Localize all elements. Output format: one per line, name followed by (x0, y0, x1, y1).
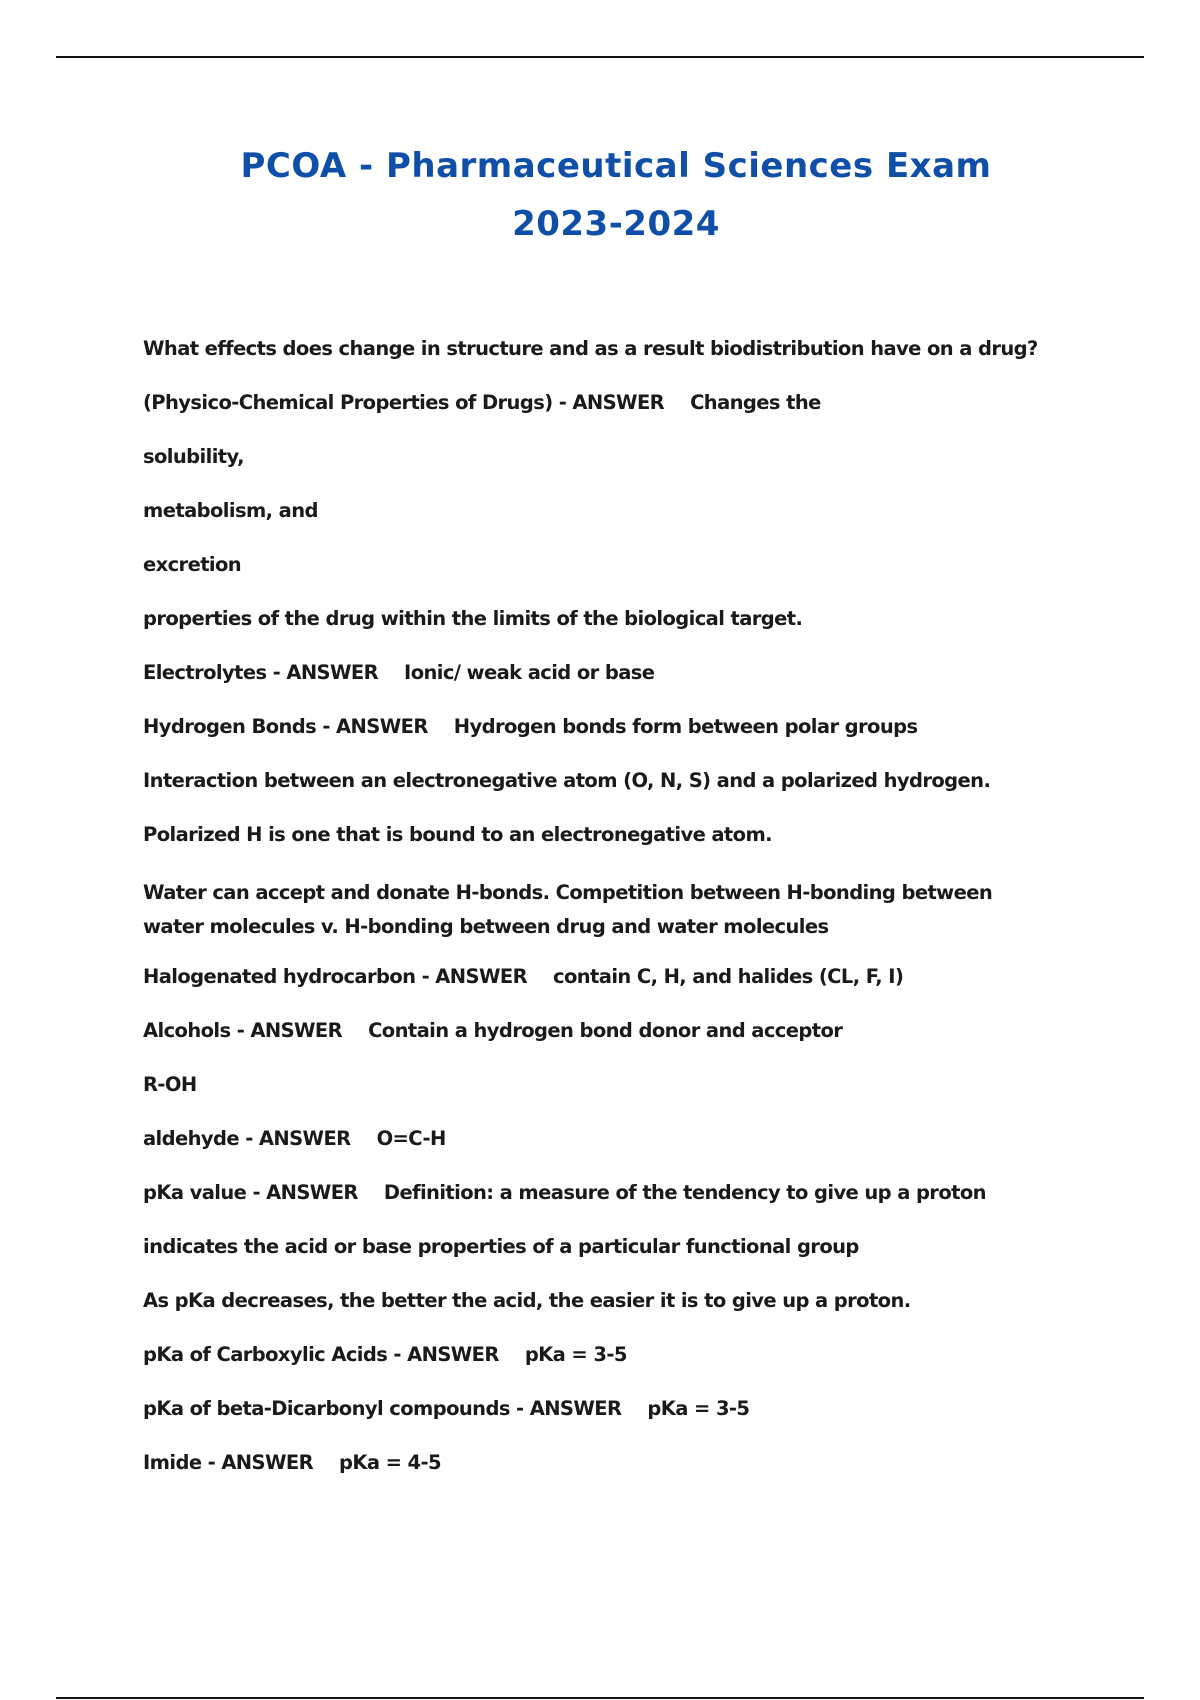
term-text: Electrolytes - ANSWER (143, 661, 379, 684)
term-text: pKa of beta-Dicarbonyl compounds - ANSWER (143, 1397, 622, 1420)
text-line (143, 1072, 1043, 1126)
answer-text: Definition: a measure of the tendency to give up a proton (383, 1181, 986, 1204)
line-text: Interaction between an electronegative atom (O, N, S) and a polarized hydrogen. (143, 769, 991, 792)
answer-text: Changes the (690, 391, 821, 414)
document-body (143, 336, 1043, 1504)
line-text: indicates the acid or base properties of a particular functional group (143, 1235, 859, 1258)
line-text: excretion (143, 553, 242, 576)
line-text: Polarized H is one that is bound to an electronegative atom. (143, 823, 772, 846)
text-line (143, 822, 1043, 876)
term-text: Alcohols - ANSWER (143, 1019, 343, 1042)
text-line (143, 336, 1043, 390)
answer-text: pKa = 3-5 (524, 1343, 627, 1366)
qa-line (143, 1396, 1043, 1450)
qa-line (143, 964, 1043, 1018)
answer-text: contain C, H, and halides (CL, F, I) (553, 965, 904, 988)
line-text: Water can accept and donate H-bonds. Competition between H-bonding between water molecules v. H-bonding between drug and water molecules (143, 881, 993, 938)
answer-text: Contain a hydrogen bond donor and acceptor (368, 1019, 843, 1042)
text-line (143, 1288, 1043, 1342)
answer-text: pKa = 4-5 (339, 1451, 441, 1474)
bottom-rule (56, 1697, 1144, 1699)
document-title-line-2: 2023-2024 (512, 204, 720, 244)
qa-line (143, 714, 1043, 768)
qa-line (143, 660, 1043, 714)
term-text: aldehyde - ANSWER (143, 1127, 351, 1150)
term-text: pKa value - ANSWER (143, 1181, 358, 1204)
text-line (143, 768, 1043, 822)
answer-text: Ionic/ weak acid or base (404, 661, 655, 684)
answer-text: pKa = 3-5 (647, 1397, 750, 1420)
qa-line (143, 1018, 1043, 1072)
qa-line (143, 1180, 1043, 1234)
qa-line (143, 1126, 1043, 1180)
qa-line (143, 1450, 1043, 1504)
text-line (143, 1234, 1043, 1288)
text-line (143, 444, 1043, 498)
term-text: pKa of Carboxylic Acids - ANSWER (143, 1343, 499, 1366)
line-text: solubility, (143, 445, 244, 468)
line-text: properties of the drug within the limits of the biological target. (143, 607, 803, 630)
answer-text: O=C-H (376, 1127, 446, 1150)
term-text: Hydrogen Bonds - ANSWER (143, 715, 428, 738)
term-text: (Physico-Chemical Properties of Drugs) - ANSWER (143, 391, 665, 414)
text-line (143, 876, 1043, 964)
qa-line (143, 1342, 1043, 1396)
line-text: R-OH (143, 1073, 197, 1096)
qa-line (143, 390, 1043, 444)
text-line (143, 606, 1043, 660)
line-text: What effects does change in structure and as a result biodistribution have on a drug? (143, 337, 1038, 360)
line-text: metabolism, and (143, 499, 318, 522)
term-text: Halogenated hydrocarbon - ANSWER (143, 965, 527, 988)
term-text: Imide - ANSWER (143, 1451, 314, 1474)
answer-text: Hydrogen bonds form between polar groups (453, 715, 918, 738)
line-text: As pKa decreases, the better the acid, the easier it is to give up a proton. (143, 1289, 911, 1312)
text-line (143, 498, 1043, 552)
top-rule (56, 56, 1144, 58)
document-title-line-1: PCOA - Pharmaceutical Sciences Exam (240, 146, 992, 186)
text-line (143, 552, 1043, 606)
